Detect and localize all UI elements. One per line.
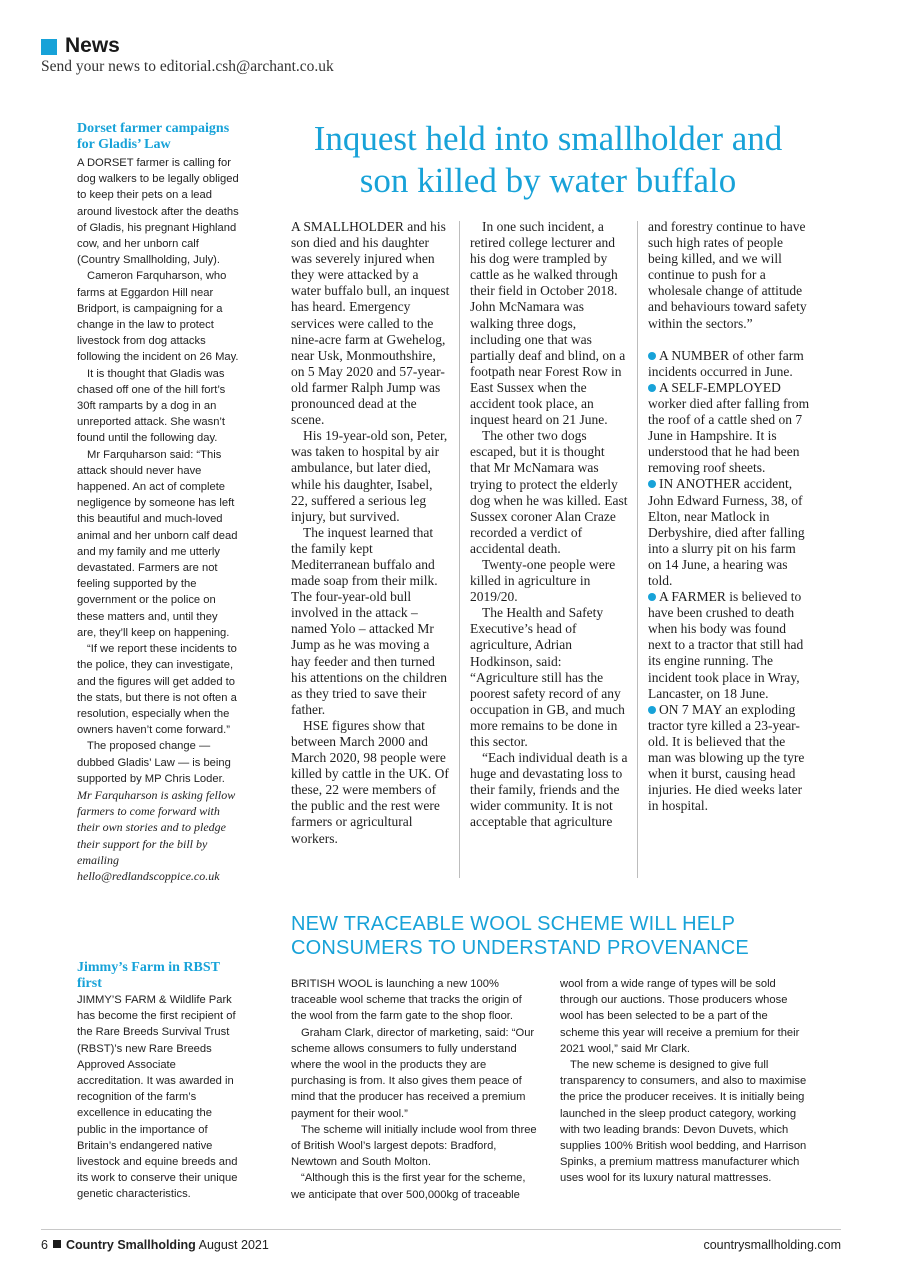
sidebar-paragraph: A DORSET farmer is calling for dog walkers to be legally obliged to keep their pets on a lead around livestock after the deaths of Gladis, his pregnant Highland cow, and her unborn calf (Country Smallholding, July).	[77, 157, 239, 267]
footer-website[interactable]: countrysmallholding.com	[703, 1238, 841, 1252]
article-paragraph: and forestry continue to have such high rates of people being killed, and we will continue to push for a wholesale change of attitude and behaviours toward safety within the sectors.”	[648, 219, 807, 331]
wool-column-1	[291, 976, 539, 1203]
sidebar-closing: Mr Farquharson is asking fellow farmers to come forward with their own stories and to pledge their support for the bill by emailing hello@redlandscoppice.co.uk	[77, 787, 236, 883]
section-marker	[41, 39, 57, 55]
main-story-column-2	[470, 219, 628, 831]
footer-square-icon	[53, 1240, 61, 1248]
sidebar-headline: Jimmy’s Farm in RBST first	[77, 960, 220, 991]
article-paragraph: Twenty-one people were killed in agriculture in 2019/20.	[470, 556, 616, 605]
article-paragraph: HSE figures show that between March 2000 and March 2020, 98 people were killed by cattle in the UK. Of these, 22 were members of the public and the rest were farmers or agricultural workers.	[291, 717, 449, 846]
page-number: 6	[41, 1238, 48, 1252]
sidebar-paragraph: Mr Farquharson said: “This attack should never have happened. An act of complete negligence by someone has left this beautiful and much-loved animal and her unborn calf dead and my family and me utterly devastated. Farmers are not feeling supported by the government or the police on these matters and, until they are, they’ll keep on happening.	[77, 448, 238, 639]
bullet-dot-icon	[648, 480, 656, 488]
sidebar-headline: Dorset farmer campaigns for Gladis’ Law	[77, 121, 230, 152]
article-paragraph: A SMALLHOLDER and his son died and his daughter was severely injured when they were attacked by a water buffalo bull, an inquest has heard. Emergency services were called to the nine-acre farm at Gwehelog, near Usk, Monmouthshire, on 5 May 2020 and 57-year-old farmer Ralph Jump was pronounced dead at the scene.	[291, 219, 450, 428]
article-paragraph: The Health and Safety Executive’s head of agriculture, Adrian Hodkinson, said: “Agriculture still has the poorest safety record of any occupation in GB, and much more remains to be done in this sector.	[470, 605, 625, 749]
wool-headline: NEW TRACEABLE WOOL SCHEME WILL HELP CONSUMERS TO UNDERSTAND PROVENANCE	[291, 913, 749, 959]
article-paragraph: Graham Clark, director of marketing, said: “Our scheme allows consumers to fully understand where the wool in the products they are purchasing is from. It also gives them peace of mind that the producer has received a premium payment for their wool.”	[291, 1026, 535, 1120]
footer-left	[41, 1238, 269, 1252]
bullet-dot-icon	[648, 352, 656, 360]
main-headline: Inquest held into smallholder and son killed by water buffalo	[313, 119, 783, 200]
section-subtitle: Send your news to editorial.csh@archant.co.uk	[41, 58, 334, 75]
article-paragraph: The new scheme is designed to give full transparency to consumers, and also to maximise the price the producer receives. It is initially being launched in the sleep product category, working with two leading brands: Devon Duvets, which supplies 100% British wool bedding, and Harrison Spinks, a premium mattress manufacturer which uses wool for its luxury natural mattresses.	[560, 1059, 807, 1185]
sidebar-paragraph: It is thought that Gladis was chased off one of the hill fort’s 30ft ramparts by a dog in an unreported attack. She wasn’t found until the following day.	[77, 367, 226, 445]
section-title: News	[65, 34, 120, 57]
sidebar-paragraph: Cameron Farquharson, who farms at Eggardon Hill near Bridport, is campaigning for a change in the law to protect livestock from dog attacks following the incident on 26 May.	[77, 270, 239, 364]
issue-date: August 2021	[198, 1238, 269, 1252]
bullet-dot-icon	[648, 384, 656, 392]
article-paragraph: The other two dogs escaped, but it is thought that Mr McNamara was trying to protect the elderly dog when he was killed. East Sussex coroner Alan Craze recorded a verdict of accidental death.	[470, 428, 628, 556]
brief-item: ON 7 MAY an exploding tractor tyre killed a 23-year-old. It is believed that the man was blowing up the tyre when it burst, causing head injuries. He died weeks later in hospital.	[648, 701, 805, 814]
main-story-column-3	[648, 219, 810, 814]
magazine-name: Country Smallholding	[65, 1238, 196, 1252]
brief-item: A NUMBER of other farm incidents occurred in June.	[648, 347, 804, 379]
bullet-dot-icon	[648, 706, 656, 714]
article-paragraph: wool from a wide range of types will be sold through our auctions. Those producers whose wool has been selected to be a part of the scheme this year will receive a premium for their 2021 wool,” said Mr Clark.	[560, 978, 800, 1055]
article-paragraph: BRITISH WOOL is launching a new 100% traceable wool scheme that tracks the origin of the wool from the farm gate to the shop floor.	[291, 978, 522, 1023]
sidebar-paragraph: “If we report these incidents to the police, they can investigate, and the figures will get added to the stats, but there is not often a resolution, especially when the owners haven’t come forward.”	[77, 643, 237, 737]
article-paragraph: “Each individual death is a huge and devastating loss to their family, friends and the wider community. It is not acceptable that agriculture	[470, 750, 628, 830]
main-story-column-1	[291, 219, 451, 847]
wool-column-2	[560, 976, 808, 1187]
column-divider	[459, 221, 460, 878]
sidebar-story-jimmys-farm	[77, 960, 239, 1203]
article-paragraph: The inquest learned that the family kept Mediterranean buffalo and made soap from their milk. The four-year-old bull involved in the attack – named Yolo – attacked Mr Jump as he was moving a hay feeder and then turned his attentions on the children as they tried to save their father.	[291, 524, 447, 717]
brief-item: A SELF-EMPLOYED worker died after falling from the roof of a cattle shed on 7 June in Hampshire. It is understood that he had been removing roof sheets.	[648, 379, 810, 476]
article-paragraph: In one such incident, a retired college lecturer and his dog were trampled by cattle as he walked through their field in October 2018. John McNamara was walking three dogs, including one that was partially deaf and blind, on a footpath near Forest Row in East Sussex when the accident took place, an inquest heard on 21 June.	[470, 219, 626, 428]
footer-rule	[41, 1229, 841, 1230]
article-paragraph: “Although this is the first year for the scheme, we anticipate that over 500,000kg of traceable	[291, 1172, 526, 1201]
column-divider	[637, 221, 638, 878]
bullet-dot-icon	[648, 593, 656, 601]
brief-item: IN ANOTHER accident, John Edward Furness, 38, of Elton, near Matlock in Derbyshire, died after falling into a slurry pit on his farm on 14 June, a hearing was told.	[648, 476, 805, 588]
article-paragraph: His 19-year-old son, Peter, was taken to hospital by air ambulance, but later died, while his daughter, Isabel, 22, suffered a serious leg injury, but survived.	[291, 428, 448, 524]
article-paragraph: The scheme will initially include wool from three of British Wool’s largest depots: Bradford, Newtown and South Molton.	[291, 1123, 537, 1169]
brief-item: A FARMER is believed to have been crushed to death when his body was found next to a tractor that still had its engine running. The incident took place in Wray, Lancaster, on 18 June.	[648, 589, 804, 701]
sidebar-story-gladis	[77, 121, 239, 884]
sidebar-paragraph: JIMMY’S FARM & Wildlife Park has become the first recipient of the Rare Breeds Survival Trust (RBST)’s new Rare Breeds Approved Associate accreditation. It was awarded in recognition of the farm’s excellence in educating the public in the importance of Britain’s endangered native livestock and equine breeds and its work to conserve their unique genetic characteristics.	[77, 994, 238, 1201]
sidebar-paragraph: The proposed change — dubbed Gladis’ Law — is being supported by MP Chris Loder.	[77, 740, 231, 785]
